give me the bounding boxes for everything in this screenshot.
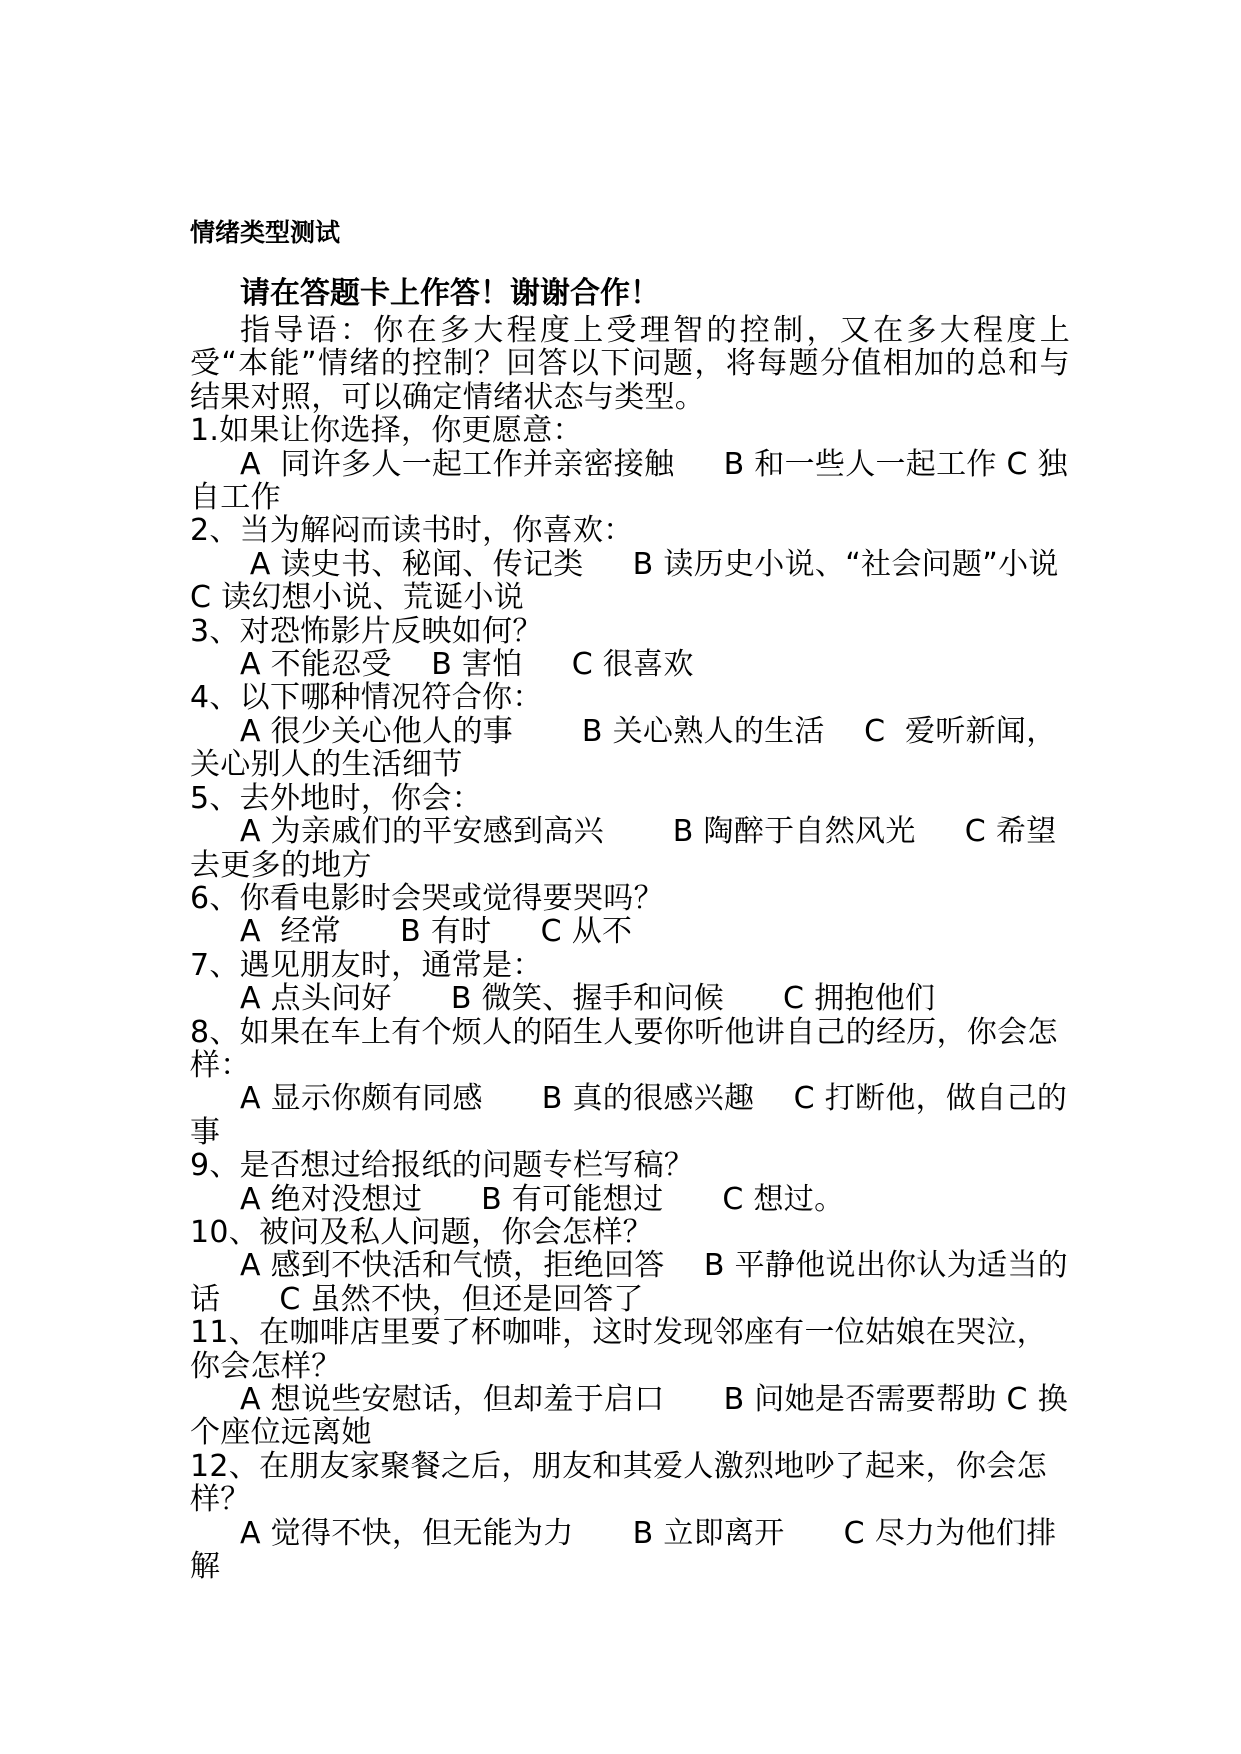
question-options: A 不能忍受 B 害怕 C 很喜欢 [240,647,694,683]
document-page [190,218,1099,1585]
question-item [190,1216,1070,1316]
answer-sheet-notice: 请在答题卡上作答！谢谢合作！ [240,276,660,311]
question-text: 3、对恐怖影片反映如何？ [190,613,543,649]
question-text: 4、以下哪种情况符合你： [190,680,543,716]
question-options: A 点头问好 B 微笑、握手和问候 C 拥抱他们 [240,981,936,1017]
question-item [190,1316,1070,1450]
question-text: 2、当为解闷而读书时，你喜欢： [190,513,634,549]
document-title: 情绪类型测试 [190,218,341,247]
question-text: 1.如果让你选择，你更愿意： [190,413,583,449]
question-options: A 显示你颇有同感 B 真的很感兴趣 C 打断他，做自己的事 [190,1081,1068,1150]
question-options: A 绝对没想过 B 有可能想过 C 想过。 [240,1181,845,1217]
question-item [190,513,1099,616]
question-text: 5、去外地时，你会： [190,780,483,816]
question-item [190,615,1070,682]
document-body [190,313,1099,1585]
question-item [190,414,1070,514]
question-item [190,1450,1070,1584]
question-item [190,949,1070,1016]
question-options: A 为亲戚们的平安感到高兴 B 陶醉于自然风光 C 希望去更多的地方 [190,814,1057,883]
instruction-paragraph: 指导语：你在多大程度上受理智的控制，又在多大程度上受“本能”情绪的控制？回答以下问题，将每题分值相加的总和与结果对照，可以确定情绪状态与类型。 [190,313,1070,415]
question-item [190,1149,1070,1216]
question-item [190,681,1070,781]
question-text: 12、在朋友家聚餐之后，朋友和其爱人激烈地吵了起来，你会怎样？ [190,1448,1047,1518]
question-item [190,1016,1070,1150]
question-options: A 同许多人一起工作并亲密接触 B 和一些人一起工作 C 独自工作 [190,446,1068,516]
question-text: 9、是否想过给报纸的问题专栏写稿？ [190,1148,695,1184]
question-options: A 经常 B 有时 C 从不 [240,914,633,950]
question-text: 11、在咖啡店里要了杯咖啡，这时发现邻座有一位姑娘在哭泣，你会怎样？ [190,1315,1047,1384]
question-item [190,882,1070,949]
question-options: A 觉得不快，但无能为力 B 立即离开 C 尽力为他们排解 [190,1515,1057,1585]
question-options: A 很少关心他人的事 B 关心熟人的生活 C 爱听新闻，关心别人的生活细节 [190,713,1057,783]
question-options: A 感到不快活和气愤，拒绝回答 B 平静他说出你认为适当的话 C 虽然不快，但还是回答了 [190,1248,1068,1317]
question-options: A 读史书、秘闻、传记类 B 读历史小说、“社会问题”小说 C 读幻想小说、荒诞小说 [190,546,1099,616]
question-text: 10、被问及私人问题，你会怎样？ [190,1214,653,1250]
question-text: 8、如果在车上有个烦人的陌生人要你听他讲自己的经历，你会怎样： [190,1014,1058,1083]
question-text: 7、遇见朋友时，通常是： [190,947,543,983]
question-text: 6、你看电影时会哭或觉得要哭吗？ [190,880,664,916]
question-item [190,782,1070,882]
question-options: A 想说些安慰话，但却羞于启口 B 问她是否需要帮助 C 换个座位远离她 [190,1382,1068,1451]
